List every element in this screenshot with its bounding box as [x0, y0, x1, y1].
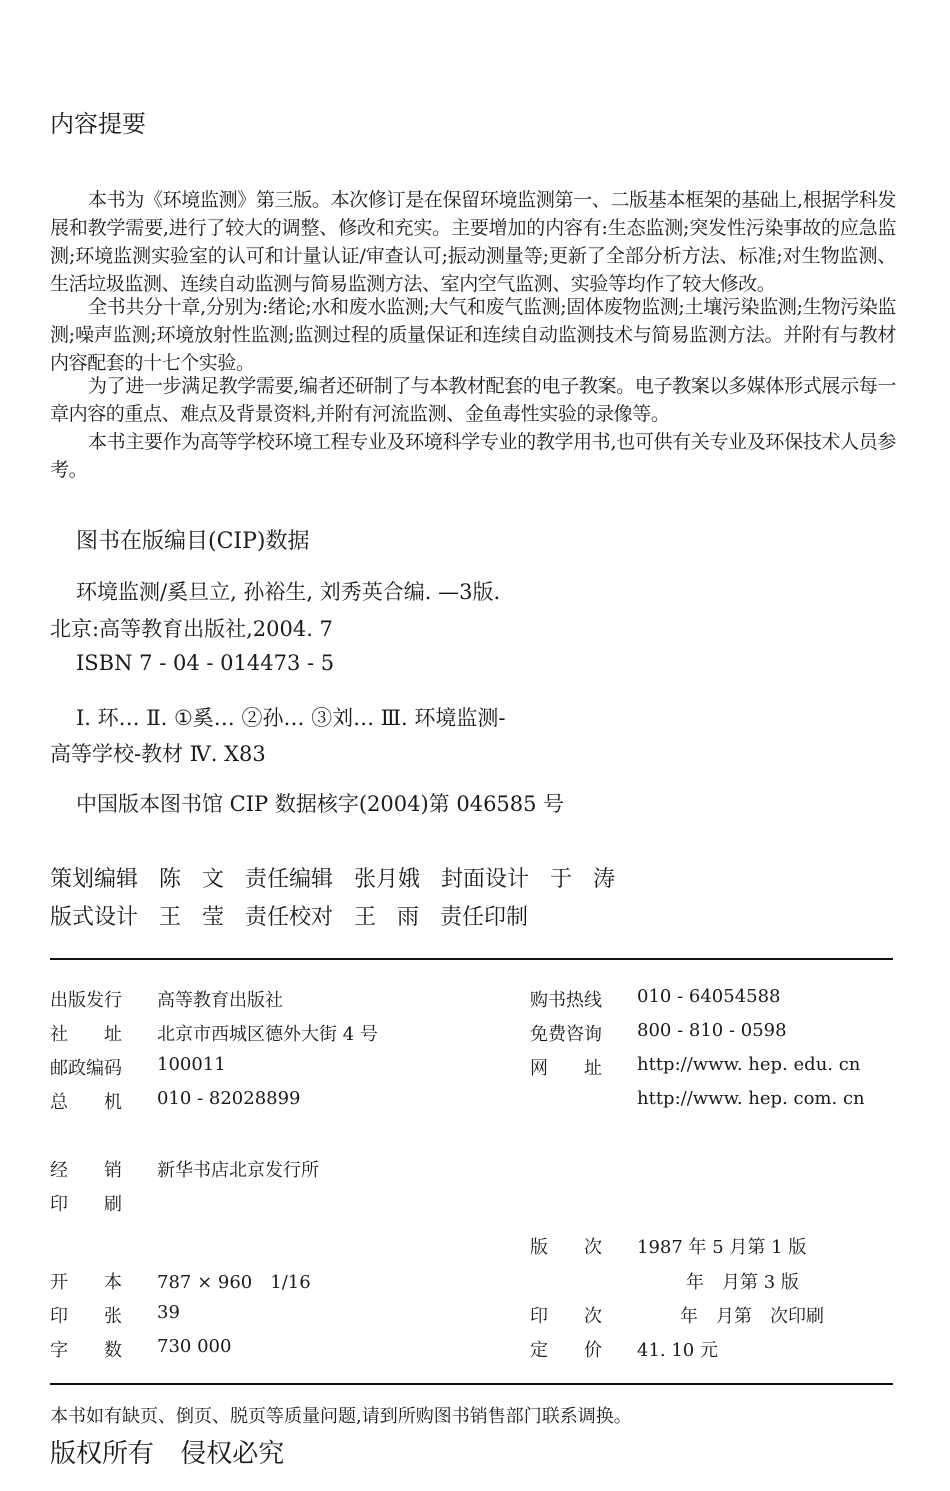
hotline-label: 购书热线: [530, 990, 602, 1011]
printing-value: 年 月第 次印刷: [680, 1306, 824, 1327]
printer-label: 印 刷: [50, 1194, 122, 1215]
switchboard-value: 010 - 82028899: [157, 1088, 301, 1109]
quality-notice: 本书如有缺页、倒页、脱页等质量问题,请到所购图书销售部门联系调换。: [50, 1406, 632, 1427]
word-count-value: 730 000: [157, 1336, 232, 1357]
printing-label: 印 次: [530, 1306, 602, 1327]
format-label: 开 本: [50, 1272, 122, 1293]
cip-line-subjects-cont: 高等学校-教材 Ⅳ. X83: [50, 742, 266, 766]
copyright-notice: 版权所有 侵权必究: [50, 1439, 285, 1469]
sheets-label: 印 张: [50, 1306, 122, 1327]
cip-line-title: 环境监测/奚旦立, 孙裕生, 刘秀英合编. —3版.: [76, 580, 501, 604]
summary-heading: 内容提要: [50, 110, 146, 138]
summary-paragraph-2: 全书共分十章,分别为:绪论;水和废水监测;大气和废气监测;固体废物监测;土壤污染监测;生物污染监测;噪声监测;环境放射性监测;监测过程的质量保证和连续自动监测技术与简易监测方法。并附有与教材内容配套的十七个实验。: [50, 296, 896, 374]
cip-line-publisher: 北京:高等教育出版社,2004. 7: [50, 617, 333, 641]
edition-first: 1987 年 5 月第 1 版: [637, 1237, 807, 1258]
postcode-value: 100011: [157, 1054, 226, 1075]
editor-credits-line-2: 版式设计 王 莹 责任校对 王 雨 责任印制: [50, 905, 528, 930]
summary-paragraph-3: 为了进一步满足教学需要,编者还研制了与本教材配套的电子教案。电子教案以多媒体形式展示每一章内容的重点、难点及背景资料,并附有河流监测、金鱼毒性实验的录像等。: [50, 375, 896, 425]
website-link-com[interactable]: http://www. hep. com. cn: [637, 1088, 865, 1109]
publisher-label: 出版发行: [50, 990, 122, 1011]
address-value: 北京市西城区德外大街 4 号: [157, 1024, 378, 1045]
bottom-divider: [50, 1383, 893, 1385]
website-link-edu[interactable]: http://www. hep. edu. cn: [637, 1054, 861, 1075]
cip-line-isbn: ISBN 7 - 04 - 014473 - 5: [76, 651, 335, 675]
format-value: 787 × 960 1/16: [157, 1272, 311, 1293]
postcode-label: 邮政编码: [50, 1058, 122, 1079]
price-value: 41. 10 元: [637, 1340, 718, 1361]
website-label: 网 址: [530, 1058, 602, 1079]
cip-line-record-number: 中国版本图书馆 CIP 数据核字(2004)第 046585 号: [76, 792, 565, 816]
editor-credits-line-1: 策划编辑 陈 文 责任编辑 张月娥 封面设计 于 涛: [50, 867, 615, 892]
top-divider: [50, 958, 893, 960]
word-count-label: 字 数: [50, 1340, 122, 1361]
edition-third: 年 月第 3 版: [686, 1272, 799, 1293]
distributor-label: 经 销: [50, 1160, 122, 1181]
summary-paragraph-1: 本书为《环境监测》第三版。本次修订是在保留环境监测第一、二版基本框架的基础上,根据学科发展和教学需要,进行了较大的调整、修改和充实。主要增加的内容有:生态监测;突发性污染事故的应急监测;环境监测实验室的认可和计量认证/审查认可;振动测量等;更新了全部分析方法、标准;对生物监测、生活垃圾监测、连续自动监测与简易监测方法、室内空气监测、实验等均作了较大修改。: [50, 189, 896, 295]
consult-label: 免费咨询: [530, 1024, 602, 1045]
cip-title: 图书在版编目(CIP)数据: [76, 529, 310, 554]
hotline-value: 010 - 64054588: [637, 986, 781, 1007]
publisher-value: 高等教育出版社: [157, 990, 283, 1011]
consult-value: 800 - 810 - 0598: [637, 1020, 787, 1041]
switchboard-label: 总 机: [50, 1092, 122, 1113]
summary-paragraph-4: 本书主要作为高等学校环境工程专业及环境科学专业的教学用书,也可供有关专业及环保技术人员参考。: [50, 431, 896, 481]
sheets-value: 39: [157, 1302, 180, 1323]
address-label: 社 址: [50, 1024, 122, 1045]
edition-label: 版 次: [530, 1237, 602, 1258]
cip-line-subjects: Ⅰ. 环… Ⅱ. ①奚… ②孙… ③刘… Ⅲ. 环境监测-: [76, 706, 506, 730]
distributor-value: 新华书店北京发行所: [157, 1160, 319, 1181]
price-label: 定 价: [530, 1340, 602, 1361]
